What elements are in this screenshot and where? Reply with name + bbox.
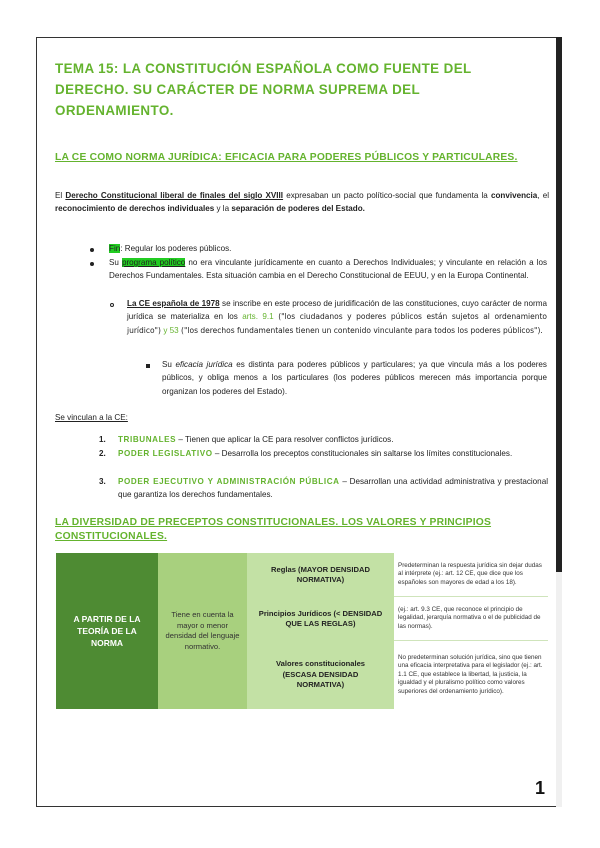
bullet-ce-1978 (127, 297, 547, 337)
intro-text-2: Derecho Constitucional liberal de finales del siglo XVIII (65, 191, 284, 200)
bullet-fin (109, 242, 547, 255)
intro-text-3: expresaban un pacto político-social que fundamenta la (283, 191, 491, 200)
ce-1978-text-1: se inscribe en este proceso de juridificación de las constituciones, cuyo carácter de norma jurídica se materializa en los (127, 299, 547, 322)
ce-1978-quote-1: ("los ciudadanos y poderes públicos están sujetos al ordenamiento jurídico") (127, 312, 547, 335)
list-item-text: – Desarrollan una actividad administrativa y prestacional que garantiza los derechos fundamentales. (118, 477, 548, 500)
highlight-programa: programa político (121, 258, 186, 267)
page-title: TEMA 15: LA CONSTITUCIÓN ESPAÑOLA COMO FUENTE DEL DERECHO. SU CARÁCTER DE NORMA SUPREMA DEL ORDENAMIENTO. (55, 61, 472, 118)
table-cell-valores: Valores constitucionales (ESCASA DENSIDAD NORMATIVA) (247, 641, 394, 709)
table-cell-principios: Principios Jurídicos (< DENSIDAD QUE LAS REGLAS) (247, 597, 394, 641)
intro-text-5: , el (537, 191, 549, 200)
bullet-disc-icon (90, 248, 94, 252)
bullet-circle-icon (110, 303, 114, 307)
list-number: 2. (99, 449, 106, 458)
arts-91-label: arts. 9.1 (242, 312, 274, 322)
eficacia-pre: Su (162, 360, 176, 369)
list-item-ejecutivo (118, 475, 548, 502)
intro-text-6: reconocimiento de derechos individuales (55, 204, 215, 214)
list-number: 3. (99, 477, 106, 486)
section-heading-ce-norma: LA CE COMO NORMA JURÍDICA: EFICACIA PARA PODERES PÚBLICOS Y PARTICULARES. (55, 152, 518, 163)
bullet-programa-pre: Su (109, 258, 122, 267)
intro-text-4: convivencia (490, 191, 538, 200)
intro-text-8: separación de poderes del Estado. (231, 204, 365, 214)
table-cell-densidad: Tiene en cuenta la mayor o menor densidad del lenguaje normativo. (158, 553, 247, 709)
table-cell-teoria: A PARTIR DE LA TEORÍA DE LA NORMA (56, 553, 158, 709)
list-item-text: – Tienen que aplicar la CE para resolver conflictos jurídicos. (176, 435, 394, 444)
eficacia-italic: eficacia jurídica (175, 360, 233, 369)
list-item-label: PODER EJECUTIVO Y ADMINISTRACIÓN PÚBLICA (118, 477, 340, 486)
list-item-tribunales (118, 433, 548, 446)
list-item-label: PODER LEGISLATIVO (118, 449, 213, 458)
list-item-text: – Desarrolla los preceptos constitucionales sin saltarse los límites constitucionales. (212, 449, 513, 458)
highlight-fin: Fin (109, 244, 121, 253)
intro-text-7: y la (214, 204, 232, 214)
vinculan-label: Se vinculan a la CE: (55, 413, 128, 422)
norma-table (56, 553, 548, 709)
art-53-label: y 53 (163, 325, 179, 335)
list-number: 1. (99, 435, 106, 444)
page-number: 1 (535, 778, 546, 798)
bullet-fin-text: : Regular los poderes públicos. (120, 244, 232, 253)
section-heading-preceptos: LA DIVERSIDAD DE PRECEPTOS CONSTITUCIONALES. LOS VALORES Y PRINCIPIOS CONSTITUCIONALES. (55, 517, 492, 542)
table-note-valores: No predeterminan solución jurídica, sino que tienen una eficacia interpretativa para el legislador (ej.: art. 1.1 CE, que establece la libertad, la justicia, la igualdad y el pluralismo político como valores superiores del ordenamiento jurídico). (394, 641, 548, 709)
intro-text-1: El (55, 191, 66, 200)
scrollbar-thumb[interactable] (556, 37, 562, 572)
bullet-programa (109, 256, 547, 283)
list-item-label: TRIBUNALES (118, 435, 177, 444)
bullet-square-icon (146, 364, 150, 368)
ce-1978-quote-2: ("los derechos fundamentales tienen un contenido vinculante para todos los poderes públicos"). (178, 325, 543, 335)
list-item-legislativo (118, 447, 548, 460)
bullet-eficacia (162, 358, 547, 398)
table-cell-reglas: Reglas (MAYOR DENSIDAD NORMATIVA) (247, 553, 394, 597)
table-note-principios: (ej.: art. 9.3 CE, que reconoce el principio de legalidad, jerarquía normativa o el de publicidad de las normas). (394, 597, 548, 641)
bullet-programa-text: no era vinculante jurídicamente en cuanto a Derechos Individuales; y vinculante en relación a los Derechos Fundamentales. Esta situación cambia en el Derecho Constitucional de EEUU, y en la Europa Continental. (109, 258, 547, 281)
ce-1978-label: La CE española de 1978 (127, 299, 220, 308)
eficacia-text: es distinta para poderes públicos y particulares; ya que vincula más a los poderes públicos, y obliga menos a los particulares (los poderes públicos merecen más importancia porque organizan los poderes del Estado). (162, 360, 547, 396)
document-page (36, 37, 560, 807)
intro-paragraph (55, 189, 549, 216)
table-note-reglas: Predeterminan la respuesta jurídica sin dejar dudas al intérprete (ej.: art. 12 CE, que dice que los españoles son mayores de edad a los 18). (394, 553, 548, 597)
bullet-disc-icon (90, 262, 94, 266)
